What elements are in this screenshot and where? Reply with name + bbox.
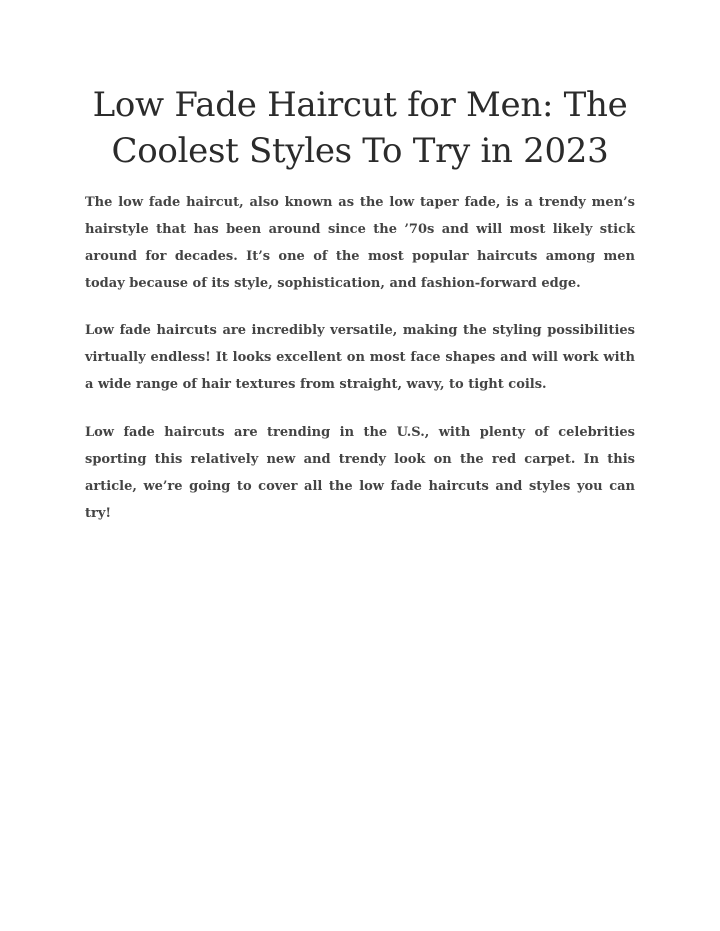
article-paragraph-versatility: Low fade haircuts are incredibly versatile, making the styling possibilities virtually endless! It looks excellent on most face shapes and will work with a wide range of hair textures from straight, wavy, to tight coils.: [85, 323, 635, 392]
article-title: Low Fade Haircut for Men: The Coolest Styles To Try in 2023: [92, 85, 628, 171]
article-paragraph-trending: Low fade haircuts are trending in the U.S., with plenty of celebrities sporting this relatively new and trendy look on the red carpet. In this article, we’re going to cover all the low fade haircuts and styles you can try!: [85, 425, 635, 521]
article-paragraph-intro: The low fade haircut, also known as the low taper fade, is a trendy men’s hairstyle that has been around since the ’70s and will most likely stick around for decades. It’s one of the most popular haircuts among men today because of its style, sophistication, and fashion-forward edge.: [85, 195, 635, 291]
